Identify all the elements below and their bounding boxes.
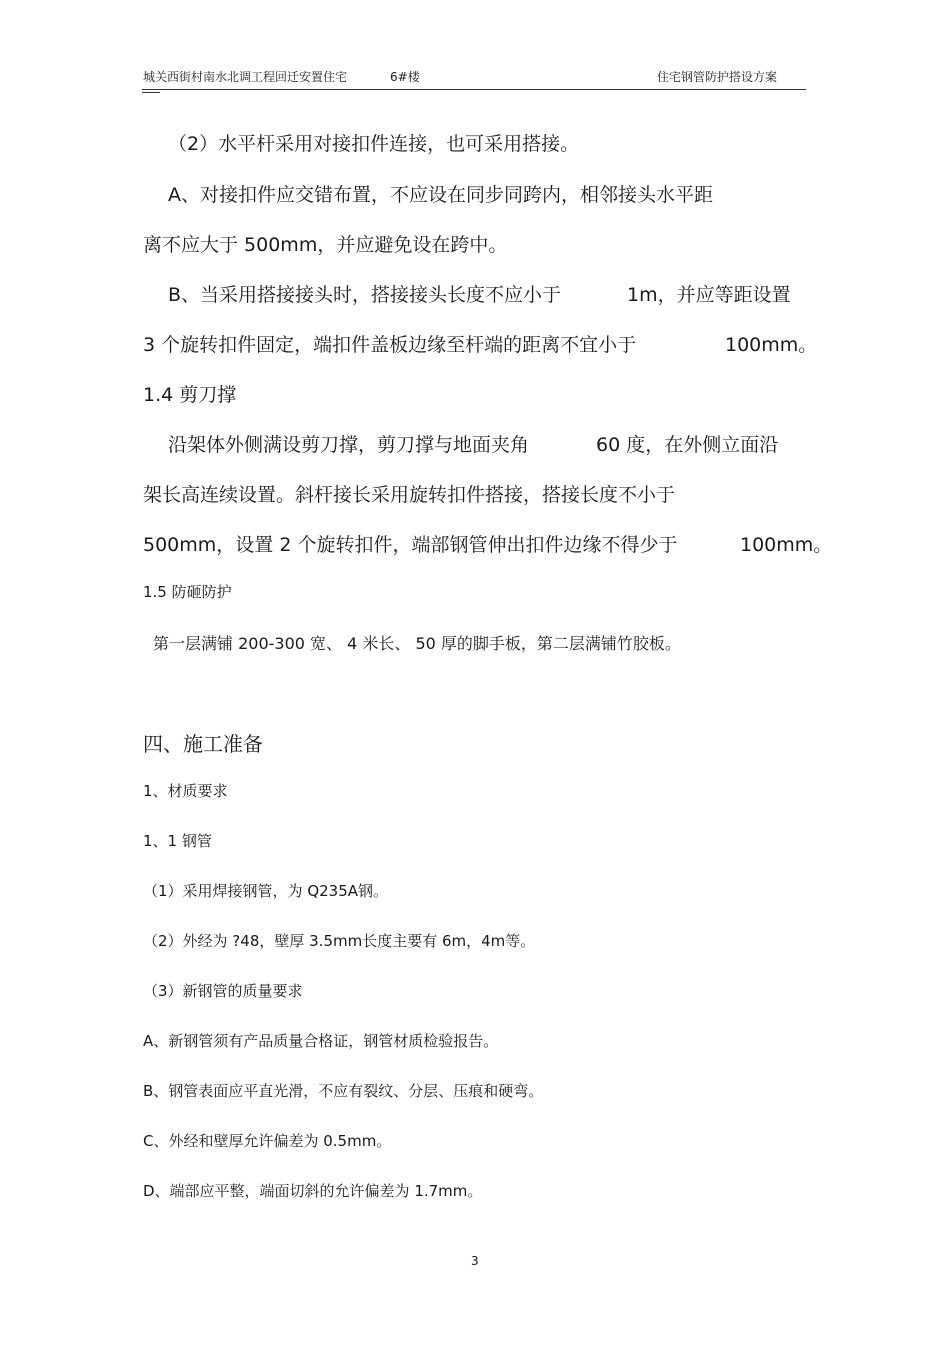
para-item-a-line1: A、对接扣件应交错布置，不应设在同步同跨内，相邻接头水平距 — [168, 184, 713, 206]
header-doc-title: 住宅钢管防护搭设方案 — [657, 70, 778, 84]
para-scissor-line3-part1: 500mm，设置 2 个旋转扣件，端部钢管伸出扣件边缘不得少于 — [143, 534, 678, 556]
para-scissor-line1-part2: 60 度，在外侧立面沿 — [596, 434, 779, 456]
subheading-materials: 1、材质要求 — [143, 782, 228, 800]
header-building: 6#楼 — [390, 70, 420, 84]
para-item-b-line1-part2: 1m，并应等距设置 — [627, 284, 791, 306]
para-item-b-line1-part1: B、当采用搭接接头时，搭接接头长度不应小于 — [168, 284, 562, 306]
header-project: 城关西街村南水北调工程回迁安置住宅 — [143, 70, 348, 84]
heading-1-5: 1.5 防砸防护 — [143, 583, 232, 601]
para-horizontal-bar: （2）水平杆采用对接扣件连接，也可采用搭接。 — [168, 133, 580, 155]
para-item-b-line2-part2: 100mm。 — [725, 334, 818, 356]
item-1-welded-pipe: （1）采用焊接钢管，为 Q235A钢。 — [143, 882, 389, 900]
para-item-b-line2-part1: 3 个旋转扣件固定，端扣件盖板边缘至杆端的距离不宜小于 — [143, 334, 637, 356]
header-rule — [142, 89, 806, 90]
requirement-c: C、外经和壁厚允许偏差为 0.5mm。 — [143, 1132, 392, 1150]
para-item-a-line2: 离不应大于 500mm，并应避免设在跨中。 — [143, 234, 508, 256]
requirement-b: B、钢管表面应平直光滑，不应有裂纹、分层、压痕和硬弯。 — [143, 1082, 544, 1100]
item-2-diameter: （2）外经为 ?48，壁厚 3.5mm长度主要有 6m，4m等。 — [143, 932, 536, 950]
header-underline-stub — [142, 92, 160, 93]
para-scissor-line2: 架长高连续设置。斜杆接长采用旋转扣件搭接，搭接长度不小于 — [143, 484, 676, 506]
requirement-d: D、端部应平整，端面切斜的允许偏差为 1.7mm。 — [143, 1182, 483, 1200]
subheading-steel-pipe: 1、1 钢管 — [143, 832, 212, 850]
item-3-quality: （3）新钢管的质量要求 — [143, 982, 303, 1000]
section-heading-4: 四、施工准备 — [143, 732, 263, 756]
requirement-a: A、新钢管须有产品质量合格证，钢管材质检验报告。 — [143, 1032, 499, 1050]
page-number: 3 — [471, 1254, 479, 1268]
para-scissor-line3-part2: 100mm。 — [740, 534, 833, 556]
heading-1-4: 1.4 剪刀撑 — [143, 384, 237, 406]
para-scissor-line1-part1: 沿架体外侧满设剪刀撑，剪刀撑与地面夹角 — [168, 434, 530, 456]
para-protection: 第一层满铺 200-300 宽、 4 米长、 50 厚的脚手板，第二层满铺竹胶板。 — [153, 634, 681, 653]
